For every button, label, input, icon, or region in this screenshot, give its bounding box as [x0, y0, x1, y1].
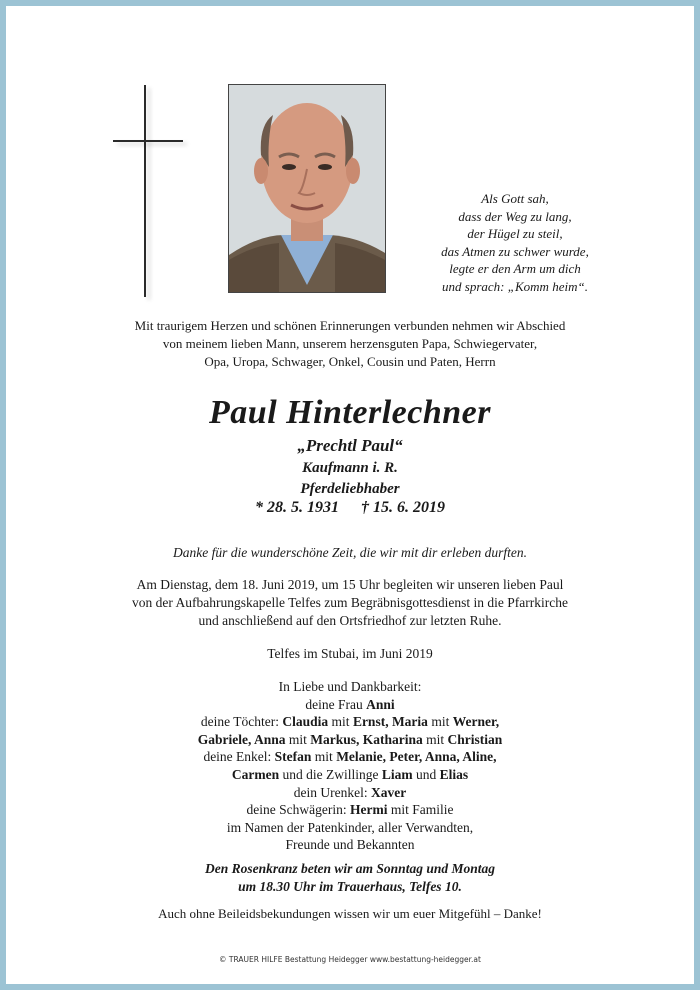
poem-line: der Hügel zu steil,: [467, 226, 563, 241]
deceased-nickname: „Prechtl Paul“: [297, 436, 403, 455]
birth-date: * 28. 5. 1931: [255, 499, 339, 516]
portrait-photo: [228, 84, 386, 293]
deceased-hobby: Pferdeliebhaber: [300, 481, 400, 497]
cross-icon-bar: [113, 140, 183, 142]
rosary-line: Den Rosenkranz beten wir am Sonntag und Montag: [205, 861, 495, 876]
funeral-line: und anschließend auf den Ortsfriedhof zur letzten Ruhe.: [198, 613, 502, 628]
poem: [410, 190, 620, 295]
poem-line: legte er den Arm um dich: [449, 261, 581, 276]
deceased-name: Paul Hinterlechner: [209, 394, 491, 431]
family-friends: Freunde und Bekannten: [285, 837, 415, 853]
poem-line: das Atmen zu schwer wurde,: [441, 243, 589, 259]
life-dates: [0, 499, 700, 517]
intro-text: [0, 317, 700, 371]
intro-line: Opa, Uropa, Schwager, Onkel, Cousin und Paten, Herrn: [204, 354, 496, 369]
cross-icon: [144, 85, 146, 297]
poem-line: Als Gott sah,: [481, 191, 549, 206]
funeral-info: [0, 576, 700, 630]
intro-line: von meinem lieben Mann, unserem herzensguten Papa, Schwiegervater,: [162, 336, 538, 351]
death-date: † 15. 6. 2019: [361, 499, 445, 516]
family-daughters-2: Gabriele, Anna mit Markus, Katharina mit Christian: [197, 731, 503, 747]
family-grandchildren-2: Carmen und die Zwillinge Liam und Elias: [231, 766, 469, 782]
thanks-text: Danke für die wunderschöne Zeit, die wir mit dir erleben durften.: [173, 545, 527, 560]
family-intro: In Liebe und Dankbarkeit:: [278, 679, 422, 694]
family-godchildren: im Namen der Patenkinder, aller Verwandten,: [226, 819, 474, 835]
closing-text: Auch ohne Beileidsbekundungen wissen wir um euer Mitgefühl – Danke!: [158, 906, 542, 921]
family-list: [0, 678, 700, 854]
funeral-line: von der Aufbahrungskapelle Telfes zum Begräbnisgottesdienst in die Pfarrkirche: [132, 595, 568, 610]
poem-line: dass der Weg zu lang,: [458, 208, 572, 224]
deceased-profession: Kaufmann i. R.: [302, 460, 398, 476]
footer-credit: © TRAUER HILFE Bestattung Heidegger www.bestattung-heidegger.at: [219, 955, 481, 964]
family-daughters: deine Töchter: Claudia mit Ernst, Maria mit Werner,: [200, 714, 500, 730]
place-date: Telfes im Stubai, im Juni 2019: [267, 646, 433, 661]
poem-line: und sprach: „Komm heim“.: [442, 278, 588, 294]
intro-line: Mit traurigem Herzen und schönen Erinnerungen verbunden nehmen wir Abschied: [134, 318, 566, 333]
funeral-line: Am Dienstag, dem 18. Juni 2019, um 15 Uhr begleiten wir unseren lieben Paul: [136, 577, 564, 592]
rosary-line: um 18.30 Uhr im Trauerhaus, Telfes 10.: [238, 879, 462, 894]
rosary-info: [0, 860, 700, 896]
family-wife: deine Frau Anni: [305, 696, 395, 712]
family-great-grandchild: dein Urenkel: Xaver: [293, 784, 407, 800]
family-grandchildren: deine Enkel: Stefan mit Melanie, Peter, Anna, Aline,: [203, 749, 497, 765]
family-sister-in-law: deine Schwägerin: Hermi mit Familie: [246, 802, 454, 818]
